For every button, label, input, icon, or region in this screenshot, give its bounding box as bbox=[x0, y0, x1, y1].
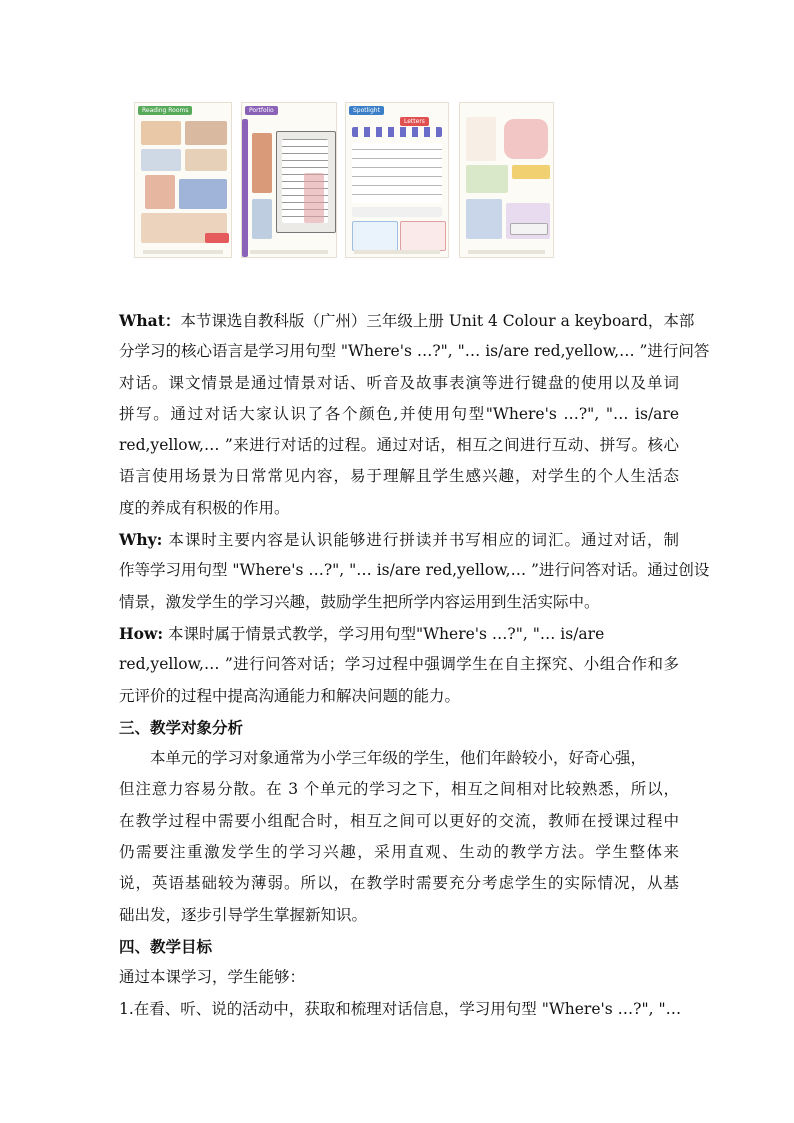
paragraph-line: 作等学习用句型 "Where's …?", "… is/are red,yellow,… ”进行问答对话。通过创设 bbox=[119, 561, 710, 580]
paragraph-line: 仍需要注重激发学生的学习兴趣，采用直观、生动的教学方法。学生整体来 bbox=[119, 843, 679, 862]
thumbnail-title: Portfolio bbox=[245, 106, 278, 115]
paragraph-line: 1.在看、听、说的活动中，获取和梳理对话信息，学习用句型 "Where's …?", "… bbox=[119, 999, 682, 1018]
thumbnail-spotlight-page bbox=[345, 102, 449, 258]
paragraph-line: 情景，激发学生的学习兴趣，鼓励学生把所学内容运用到生活实际中。 bbox=[119, 592, 600, 611]
paragraph-line: 元评价的过程中提高沟通能力和解决问题的能力。 bbox=[119, 686, 461, 705]
paragraph-line: 通过本课学习，学生能够： bbox=[119, 968, 306, 987]
paragraph-line: 础出发，逐步引导学生掌握新知识。 bbox=[119, 905, 368, 924]
paragraph-line: 本单元的学习对象通常为小学三年级的学生，他们年龄较小，好奇心强， bbox=[150, 749, 647, 768]
paragraph-line: 但注意力容易分散。在 3 个单元的学习之下，相互之间相对比较熟悉，所以， bbox=[119, 780, 679, 799]
section-heading: 四、教学目标 bbox=[119, 936, 213, 956]
thumbnail-colour-page bbox=[459, 102, 554, 258]
thumbnail-title: Reading Rooms bbox=[138, 106, 192, 115]
paragraph-line: 在教学过程中需要小组配合时，相互之间可以更好的交流，教师在授课过程中 bbox=[119, 811, 679, 830]
paragraph-line: Why: 本课时主要内容是认识能够进行拼读并书写相应的词汇。通过对话，制 bbox=[119, 530, 679, 550]
paragraph-line: red,yellow,… ”进行问答对话；学习过程中强调学生在自主探究、小组合作和多 bbox=[119, 655, 679, 674]
thumbnail-badge: Letters bbox=[400, 117, 429, 126]
paragraph-line: 说，英语基础较为薄弱。所以，在教学时需要充分考虑学生的实际情况，从基 bbox=[119, 874, 679, 893]
textbook-thumbnails bbox=[134, 102, 554, 258]
paragraph-line: 语言使用场景为日常常见内容，易于理解且学生感兴趣，对学生的个人生活态 bbox=[119, 467, 679, 486]
paragraph-line: 分学习的核心语言是学习用句型 "Where's …?", "… is/are red,yellow,… ”进行问答 bbox=[119, 342, 710, 361]
paragraph-line: 度的养成有积极的作用。 bbox=[119, 498, 290, 517]
section-heading: 三、教学对象分析 bbox=[119, 717, 244, 737]
paragraph-line: 对话。课文情景是通过情景对话、听音及故事表演等进行键盘的使用以及单词 bbox=[119, 373, 679, 392]
thumbnail-reading-page bbox=[134, 102, 232, 258]
paragraph-line: How: 本课时属于情景式教学，学习用句型"Where's …?", "… is/are bbox=[119, 623, 605, 643]
thumbnail-title: Spotlight bbox=[349, 106, 384, 115]
paragraph-line: What：本节课选自教科版（广州）三年级上册 Unit 4 Colour a keyboard，本部 bbox=[119, 311, 695, 330]
paragraph-line: 拼写。通过对话大家认识了各个颜色,并使用句型"Where's …?", "… is/are bbox=[119, 404, 679, 423]
paragraph-line: red,yellow,… ”来进行对话的过程。通过对话，相互之间进行互动、拼写。核心 bbox=[119, 436, 679, 455]
document-body bbox=[119, 305, 710, 1025]
thumbnail-portfolio-page bbox=[241, 102, 337, 258]
